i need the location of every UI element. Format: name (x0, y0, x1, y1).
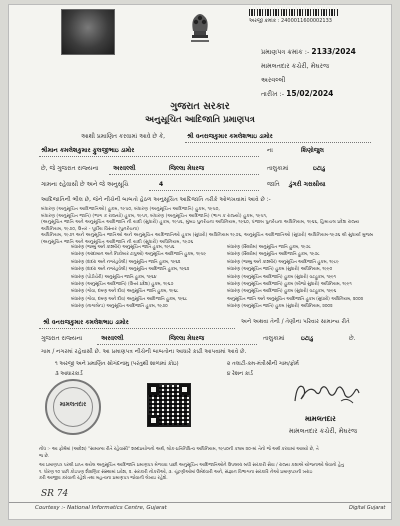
person-name: શ્રી વનરાજકુમાર કમલેશભાઇ ડામોર (187, 133, 273, 140)
doc-item-4: ૪ રેશન કાર્ડ (227, 371, 253, 377)
certificate-page (8, 4, 392, 520)
certificate-title: અનુસૂચિત આદિજાતિ પ્રમાણપત્ર (145, 115, 255, 125)
legal-line: બંધારણ (અનુસૂચિત જાતિ) (ભાગ ક રાજ્યો) હુકમ, ૧૯૫૧, બંધારણ (અનુસૂચિત આદિજાતિ) (ભાગ ક રાજ્યો) હુકમ, ૧૯૫૧, (41, 213, 268, 219)
list-item: બંધારણ (ગોવા, દમણ અને દીવ) અનુસૂચિત જાતિ હુકમ, ૧૯૬૮ (71, 289, 179, 295)
legal-line: (અનુસૂચિત જાતિ અને અનુસૂચિત આદિજાતિ ની યાદી (સુધારો) અધિનિયમ, ૧૯૭૬ (41, 239, 194, 245)
residence-state: ગુજરાત રાજ્યના (41, 335, 83, 342)
certificate-meta (261, 45, 356, 101)
family-name: શ્રી વનરાજકુમાર કમલેશભાઇ ડામોર (43, 319, 129, 326)
person-name-line (185, 142, 371, 143)
list-item: બંધારણ (આંદામાન અને નિકોબાર ટાપુઓ) અનુસૂચિત આદિજાતિ હુકમ, ૧૯૫૯ (71, 252, 207, 258)
father-name: શ્રીમાન કમલેશકુમાર ફુલજીભાઇ ડામોર (41, 147, 135, 154)
note-line: કરી આજીવ કરવાની રહેશે તથા મહત્વના પ્રમાણપત્ર જોવાની લેખાઇ રહેશે. (39, 476, 168, 482)
list-item: બંધારણ (નાગાલેન્ડ) અનુસૂચિત આદિજાતિ હુકમ, ૧૯૭૦ (71, 304, 168, 310)
taluka-label: તાલુકામાં (267, 165, 289, 172)
list-item: બંધારણ (પોંડીચેરી) અનુસૂચિત જાતિ હુકમ, ૧૯૬૪ (71, 274, 157, 280)
date-label: તારીખ :- (261, 90, 285, 98)
residence-suffix: છે. (349, 335, 356, 342)
government-heading: ગુજરાત સરકાર (170, 101, 230, 112)
list-item: બંધારણ (ગોવા, દમણ અને દીવ) અનુસૂચિત આદિજાતિ હુકમ, ૧૯૬૮ (71, 296, 188, 302)
footer-brand: Digital Gujarat (349, 505, 386, 511)
residence-village: ગામ / નગરમાં રહેવાસી છે. આ પ્રમાણપત્ર નીચેની બાબતોના આધારે કાઢી આપવામાં આવે છે. (41, 349, 247, 355)
certify-text: આથી પ્રમાણિત કરવામાં આવે છે કે, (81, 133, 166, 140)
family-name-line (39, 328, 235, 329)
list-item: બંધારણ (અનુસૂચિત આદિજાતિ) (ઉત્તર પ્રદેશ) હુકમ, ૧૯૬૭ (71, 281, 174, 287)
footer-courtesy: Courtesy :- National Informatics Centre, Gujarat (35, 505, 167, 511)
qr-corner (148, 384, 159, 395)
ward-number: 4 (159, 181, 164, 188)
list-item: બંધારણ (અનુસૂચિત આદિજાતિ) હુકમ (બીજો સુધારો) અધિનિયમ, ૧૯૯૧ (227, 281, 352, 287)
tribe-prefix: જાતિ (267, 181, 280, 188)
signatory-title: મામલતદાર (305, 415, 336, 423)
list-item: બંધારણ (અનુસૂચિત આદિજાતિ) હુકમ (સુધારો) વટહુકમ, ૧૯૯૧ (227, 274, 336, 280)
certificate-number-label: પ્રમાણપત્ર ક્રમાંક :- (261, 48, 310, 56)
qr-corner (179, 384, 190, 395)
list-item: બંધારણ (દાદરા અને નગરહવેલી) અનુસૂચિત આદિજાતિ હુકમ, ૧૯૬૨ (71, 267, 190, 273)
application-number: અરજી ક્રમાંક : 2400011600002133 (249, 18, 332, 24)
certificate-number-value: 2133/2024 (311, 47, 356, 56)
list-item: બંધારણ (જમ્મુ અને કાશ્મીર) અનુસૂચિત આદિજાતિ હુકમ, ૧૯૮૯ (227, 259, 339, 265)
doc-item-3: ૩ આધારકાર્ડ (55, 371, 83, 377)
list-item: બંધારણ (અનુસૂચિત જાતિ) હુકમ (સુધારો) અધિનિયમ, ૧૯૯૦ (227, 267, 333, 273)
issuing-district: અરવલ્લી (261, 76, 286, 84)
signatory-office: મામલતદાર કચેરી, મેઘરજ (289, 427, 358, 435)
list-item: બંધારણ (અનુસૂચિત આદિજાતિ) હુકમ (સુધારો) વટહુકમ, ૧૯૯૬ (227, 289, 337, 295)
doc-item-2: ૨ તલાટી-કમ-મંત્રીશ્રીની ગામ/ફોર્મ (227, 361, 299, 367)
district-value: અરવલ્લી (113, 165, 136, 172)
issuing-office: મામલતદાર કચેરી, મેઘરજ (261, 62, 330, 70)
barcode-bars (249, 9, 339, 16)
village-label: ના (267, 147, 273, 154)
legal-line: બંધારણ (અનુસૂચિત આદિજાતિઓ) હુકમ, ૧૯૫૦, બંધારણ (અનુસૂચિત આદિજાતિ) હુકમ, ૧૯૫૦, (41, 207, 220, 212)
handwritten-note: SR 74 (41, 489, 69, 499)
barcode (249, 9, 339, 24)
taluka-prefix: જિલ્લા મેઘરજ (169, 165, 205, 172)
list-item: બંધારણ (અનુસૂચિત જાતિ) હુકમ (સુધારો) અધિનિયમ, ૨૦૦૨ (227, 304, 333, 310)
orders-list-left (71, 245, 221, 312)
village-value: શિણોજુલ (301, 147, 324, 154)
orders-list-right (227, 245, 389, 312)
district-line (109, 174, 259, 175)
state-emblem-icon (185, 9, 215, 47)
intro-line: આદિજાતિની ભીલ છે, જેને નીચેની બાબતો હેઠળ અનુસૂચિત આદિજાતિ તરીકે ઓળખવામાં આવે છે :- (41, 197, 271, 203)
list-item: બંધારણ (જમ્મુ અને કાશ્મીર) અનુસૂચિત જાતિ હુકમ, ૧૯૫૬ (71, 245, 175, 250)
residence-taluka: ઇટાડુ (301, 335, 314, 342)
note-line: આ પ્રમાણપત્ર પરથી પ્રાપ્ત થયેલ અનુસૂચિત આદિજાતિ પ્રમાણપત્ર મેળવવા પાછી અનુસૂચિત આદિજાતિઓને ઉપલબ્ધ બધી સરકારી સેવા / રાજ્ય કક્ષાએ યોજનાઓ લેવાનો હેતુ (39, 463, 344, 469)
office-seal (45, 379, 101, 435)
taluka-value: ઇટાડુ (313, 165, 326, 172)
residence-district-line (97, 344, 257, 345)
list-item: બંધારણ (સિક્કીમ) અનુસૂચિત આદિજાતિ હુકમ, ૧૯૭૮ (227, 252, 320, 258)
notes-section (39, 447, 383, 483)
qr-code (147, 383, 191, 427)
legal-paragraph (41, 207, 381, 247)
official-signature (291, 379, 361, 409)
ward-prefix: ગામના રહેવાસી છે અને જે અનુસૂચિ (41, 181, 129, 188)
note-line: જ છે. (39, 453, 50, 459)
note-line: ૧. ધોરણ ૧૦ પછી કોઇપણ શૈક્ષણિક સંસ્થામાં પ્રવેશ, ૨. સરકારી નોકરીઓ, ૩. ચૂંટણીઓમાં ઉમેદવારી અને, સંજ્ઞાન વિભાગના સરકારિ નેઓ પ્રમાણપત્રની ખરાઇ (39, 469, 313, 475)
list-item: અનુસૂચિત જાતિ અને અનુસૂચિત આદિજાતિ હુકમ (સુધારો) અધિનિયમ, ૨૦૦૨ (227, 296, 363, 302)
ward-line (149, 190, 259, 191)
applicant-photo (61, 9, 115, 55)
certificate-number (261, 45, 356, 59)
residence-taluka-label: તાલુકામાં (263, 335, 285, 342)
list-item: બંધારણ (દાદરા અને નગરહવેલી) અનુસૂચિત જાતિ હુકમ, ૧૯૬૨ (71, 259, 181, 265)
tribe-value: ડુંગરી ગરાસીયા (289, 181, 326, 188)
doc-item-1: ૧ અરજી અને પ્રમાણિત સોગંદનામુ (પરંતુથી શાળામાં કોઇ) (55, 361, 179, 367)
certificate-date (261, 87, 356, 101)
seal-text: મામલતદાર (59, 401, 87, 408)
state-label: છે, જે ગુજરાત રાજ્યના (41, 165, 99, 172)
legal-line: (અનુસૂચિત જાતિ અને અનુસૂચિત આદિજાતિ ની યાદી (સુધારો) હુકમ, ૧૯૫૬, મુંબઇ પુનર્રચના અધિનિયમ, ૧૯૬૦, પંજાબ પુનર્રચના અધિનિયમ, ૧૯૬૬, હિમાચલ પ્રદેશ રાજ્ય અધિનિયમ, ૧૯૭૦, ઉત્તર - પૂર્વીય વિસ્તાર (પુનર્રચના) (41, 220, 360, 232)
family-text: અને અથવા તેની / તેણીના પરિવાર સામાન્ય રીતે (241, 319, 350, 325)
residence-district: અરવલ્લી (101, 335, 124, 342)
father-name-line (39, 156, 259, 157)
legal-line: અધિનિયમ, ૧૯૭૧ અને અનુસૂચિત જાતિઓ અને અનુસૂચિત આદિજાતિઓ હુકમ (સુધારો) અધિનિયમ ૧૯૭૬, અનુસૂચિત આદિજાતિઓ (સુધારો) અધિનિયમ-૧૯૭૬ થી સુધાર્યા મુજબ (41, 233, 374, 239)
note-line: નોંધ :- આ ફોર્મમાં (આદેશ) "સામાન્ય રીતે રહેવાસી" શબ્દપ્રયોગનો અર્થ, લોક-પ્રતિનિધિત્વ અધિનિયમ, ૧૯૫૦ની કલમ ૨૦-માં તેનો જે અર્થ કરવામાં આવ્યો છે, તે (39, 447, 319, 452)
date-value: 15/02/2024 (286, 89, 334, 98)
residence-district-label: જિલ્લા મેઘરજ (169, 335, 205, 342)
footer-divider (9, 502, 391, 503)
qr-corner (148, 415, 159, 426)
list-item: બંધારણ (સિક્કીમ) અનુસૂચિત જાતિ હુકમ, ૧૯૭૮ (227, 245, 311, 250)
